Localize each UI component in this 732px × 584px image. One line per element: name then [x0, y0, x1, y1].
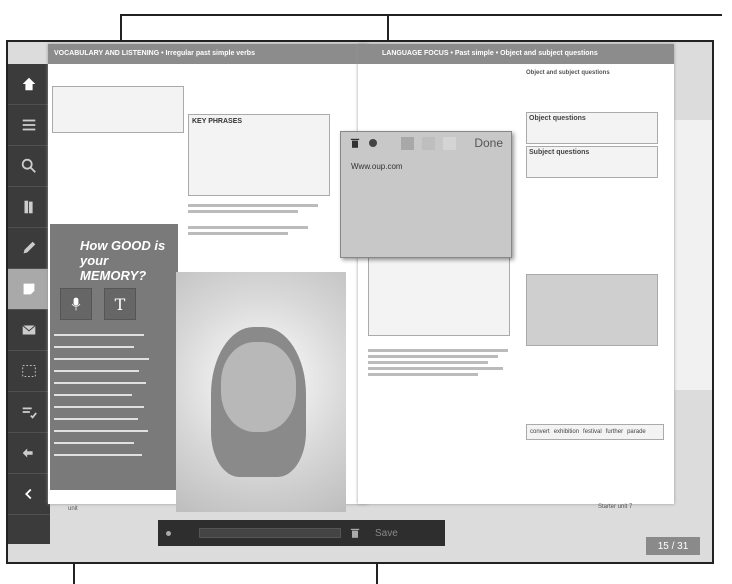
save-button[interactable]: Save [375, 527, 398, 539]
word-further: further [605, 429, 624, 435]
pen-icon [20, 239, 38, 257]
word-festival: festival [583, 429, 602, 435]
left-section-title: VOCABULARY AND LISTENING • Irregular past simple verbs [48, 44, 368, 64]
quiz-line [54, 430, 148, 432]
quiz-line [54, 346, 134, 348]
undo-icon [20, 444, 38, 462]
left-footer: unit [68, 506, 78, 512]
bookmarks-button[interactable] [8, 187, 50, 228]
note-button[interactable] [8, 269, 50, 310]
object-questions-box [526, 112, 658, 144]
right-footer: Starter unit 7 [598, 504, 633, 510]
note-icon [20, 280, 38, 298]
note-popup[interactable] [340, 131, 512, 258]
record-dot[interactable] [166, 531, 171, 536]
quiz-line [54, 454, 142, 456]
audio-progress-track[interactable] [199, 528, 341, 538]
select-button[interactable] [8, 351, 50, 392]
word-convert: convert [530, 429, 550, 435]
text-line [188, 232, 288, 235]
pen-button[interactable] [8, 228, 50, 269]
checklist-icon [20, 403, 38, 421]
audio-record-bar [158, 520, 445, 546]
text-line [188, 210, 298, 213]
undo-button[interactable] [8, 433, 50, 474]
text-line [368, 373, 478, 376]
trash-icon[interactable] [349, 137, 361, 149]
quiz-title: How GOOD is your MEMORY? [80, 238, 166, 283]
subject-questions-label: Subject questions [529, 149, 590, 156]
right-column-heading: Object and subject questions [526, 70, 610, 76]
bookmark-icon [20, 198, 38, 216]
audio-note-badge[interactable] [60, 288, 92, 320]
mail-button[interactable] [8, 310, 50, 351]
envelope-icon [20, 321, 38, 339]
memory-quiz-card [50, 224, 178, 490]
back-icon [20, 485, 38, 503]
callout-line-top [120, 14, 722, 16]
text-line [188, 226, 308, 229]
contents-button[interactable] [8, 105, 50, 146]
photo-face [221, 342, 296, 432]
record-dot[interactable] [369, 139, 377, 147]
quiz-line [54, 442, 134, 444]
text-note-badge[interactable] [104, 288, 136, 320]
quiz-line [54, 334, 144, 336]
quiz-line [54, 406, 144, 408]
color-swatch[interactable] [422, 137, 435, 150]
list-icon [20, 116, 38, 134]
text-line [188, 204, 318, 207]
search-button[interactable] [8, 146, 50, 187]
text-line [368, 355, 498, 358]
message-box [526, 274, 658, 346]
text-note-glyph: T [114, 294, 126, 314]
color-swatch[interactable] [443, 137, 456, 150]
done-button[interactable]: Done [474, 136, 503, 150]
quiz-line [54, 370, 139, 372]
quiz-line [54, 382, 146, 384]
quiz-line [54, 394, 132, 396]
text-line [368, 349, 508, 352]
right-page [358, 44, 674, 510]
trash-icon[interactable] [349, 527, 361, 539]
sidebar-toolbar [8, 64, 50, 544]
subject-questions-box [526, 146, 658, 178]
home-icon [20, 75, 38, 93]
word-parade: parade [627, 429, 646, 435]
girl-photo [176, 272, 346, 512]
text-line [368, 367, 503, 370]
word-exhibition: exhibition [553, 429, 580, 435]
back-button[interactable] [8, 474, 50, 515]
color-swatch[interactable] [401, 137, 414, 150]
key-phrases-box [188, 114, 330, 196]
left-table [52, 86, 184, 133]
search-icon [20, 157, 38, 175]
note-text[interactable]: Www.oup.com [351, 162, 403, 171]
quiz-line [54, 418, 138, 420]
mic-icon [68, 296, 84, 312]
note-toolbar [341, 132, 511, 154]
home-button[interactable] [8, 64, 50, 105]
word-box [526, 424, 664, 440]
checklist-button[interactable] [8, 392, 50, 433]
select-icon [20, 362, 38, 380]
text-line [368, 361, 488, 364]
page-counter: 15 / 31 [646, 537, 700, 555]
ebook-viewer [6, 40, 714, 564]
right-section-title: LANGUAGE FOCUS • Past simple • Object and subject questions [358, 44, 674, 64]
object-questions-label: Object questions [529, 115, 586, 122]
key-phrases-heading: KEY PHRASES [192, 118, 243, 125]
quiz-line [54, 358, 149, 360]
